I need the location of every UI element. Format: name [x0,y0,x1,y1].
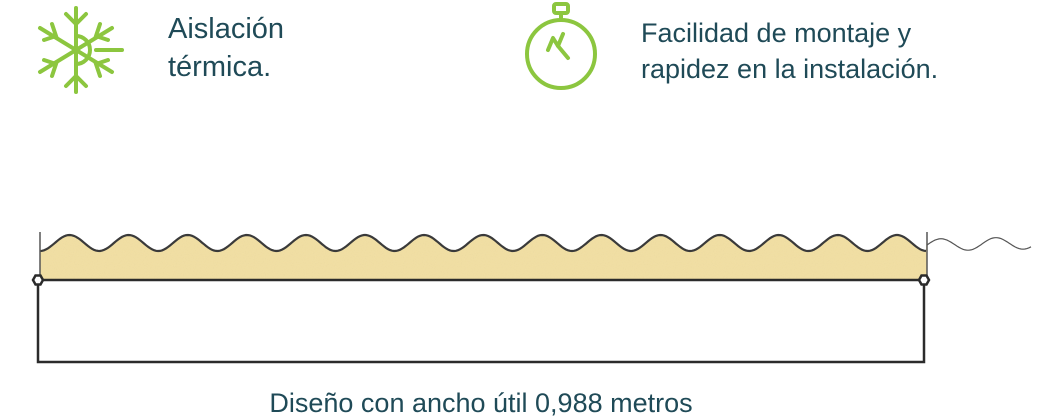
panel-texture [40,232,927,280]
stopwatch-icon [520,0,600,96]
left-anchor-marker [33,276,43,285]
feature-assembly-speed [520,0,1021,96]
snowflake-sun-icon [22,0,132,100]
feature-assembly-label [641,15,1021,87]
feature-thermal-line-2: térmica. [168,51,272,83]
width-bracket [38,284,924,362]
feature-thermal-insulation [22,0,368,100]
feature-thermal-line-1: Aislación [168,13,285,45]
feature-assembly-line-1: Facilidad de montaje y [641,18,912,48]
corrugated-panel [40,232,1031,280]
feature-assembly-line-2: rapidez en la instalación. [641,54,939,84]
diagram-caption: Diseño con ancho útil 0,988 metros [269,388,693,418]
right-anchor-marker [919,276,929,285]
feature-thermal-label [168,10,368,86]
dimension-line [33,276,929,363]
overlap-tail-profile [927,238,1031,251]
panel-diagram [0,200,1062,380]
